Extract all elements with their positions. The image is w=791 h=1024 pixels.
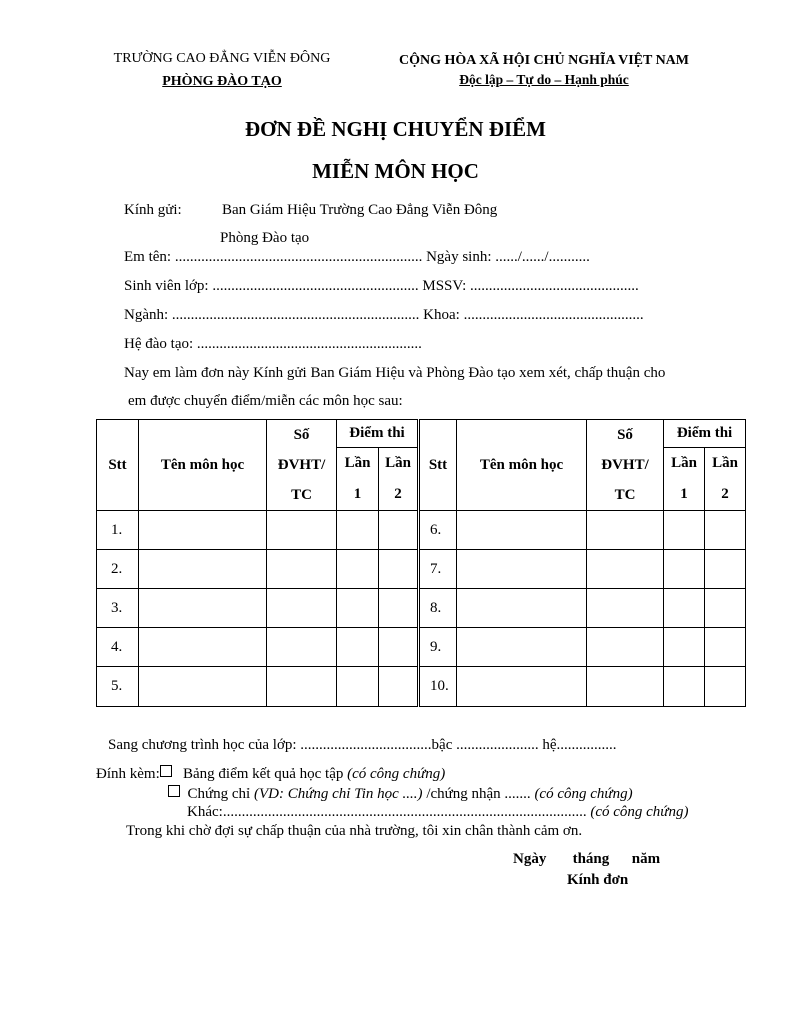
score-cell[interactable] (379, 511, 419, 550)
credits-cell[interactable] (587, 628, 664, 667)
subject-cell[interactable] (139, 511, 267, 550)
form-title-line-1: ĐƠN ĐỀ NGHỊ CHUYỂN ĐIỂM (244, 117, 546, 141)
header-stt-left: Stt (97, 420, 139, 511)
subject-cell[interactable] (457, 550, 587, 589)
row-number: 9. (419, 628, 457, 667)
closing-statement: Trong khi chờ đợi sự chấp thuận của nhà trường, tôi xin chân thành cảm ơn. (126, 823, 583, 839)
credits-cell[interactable] (267, 667, 337, 707)
attempt-1-left-b: 1 (337, 478, 379, 510)
header-score-right: Điểm thi (664, 420, 746, 448)
attachments-label: Đính kèm: (96, 766, 160, 782)
credits-cell[interactable] (267, 550, 337, 589)
subject-cell[interactable] (139, 628, 267, 667)
subject-cell[interactable] (457, 589, 587, 628)
score-cell[interactable] (379, 628, 419, 667)
credits-cell[interactable] (587, 667, 664, 707)
subjects-table (96, 419, 746, 707)
score-cell[interactable] (337, 628, 379, 667)
nation-title: CỘNG HÒA XÃ HỘI CHỦ NGHĨA VIỆT NAM (398, 53, 689, 68)
row-number: 2. (97, 550, 139, 589)
header-subject-right: Tên môn học (457, 420, 587, 511)
credits-label-1: Số (293, 427, 310, 443)
score-cell[interactable] (705, 667, 746, 707)
credits-cell[interactable] (587, 589, 664, 628)
checkbox-transcript[interactable] (160, 765, 172, 777)
attachment-2-note-1: (VD: Chứng chỉ Tin học ....) (253, 786, 423, 802)
attachment-2-mid: /chứng nhận ....... (422, 786, 535, 802)
attachment-item-2 (168, 785, 633, 803)
attachment-item-1 (96, 765, 445, 783)
row-number: 6. (419, 511, 457, 550)
header-stt-right: Stt (419, 420, 457, 511)
table-row (97, 667, 746, 707)
score-cell[interactable] (705, 511, 746, 550)
class-field-line[interactable]: Sinh viên lớp: ....................................................... MSSV: ............................................. (124, 278, 639, 294)
credits-label-3: TC (291, 487, 312, 503)
attachment-2-text: Chứng chỉ (187, 786, 254, 802)
credits-label-3: TC (614, 487, 636, 503)
subject-cell[interactable] (457, 667, 587, 707)
row-number: 1. (97, 511, 139, 550)
score-cell[interactable] (664, 589, 705, 628)
recipient-board: Ban Giám Hiệu Trường Cao Đẳng Viễn Đông (222, 202, 498, 218)
row-number: 4. (97, 628, 139, 667)
header-score-left: Điểm thi (337, 420, 419, 448)
row-number: 7. (419, 550, 457, 589)
row-number: 3. (97, 589, 139, 628)
credits-label-1: Số (617, 427, 633, 443)
header-subject-left: Tên môn học (139, 420, 267, 511)
training-system-field-line[interactable]: Hệ đào tạo: ............................................................ (124, 336, 422, 352)
score-cell[interactable] (379, 667, 419, 707)
subject-cell[interactable] (139, 550, 267, 589)
major-field-line[interactable]: Ngành: .................................................................. Khoa: ................................................ (124, 307, 644, 323)
motto: Độc lập – Tự do – Hạnh phúc (459, 72, 629, 87)
attempt-2-left-a: Lần (379, 448, 419, 478)
signature-label: Kính đơn (567, 872, 629, 888)
table-row (97, 589, 746, 628)
header-credits-right (587, 420, 664, 511)
attempt-2-left-b: 2 (379, 478, 419, 510)
score-cell[interactable] (337, 589, 379, 628)
score-cell[interactable] (664, 667, 705, 707)
score-cell[interactable] (379, 550, 419, 589)
table-row (97, 550, 746, 589)
score-cell[interactable] (705, 550, 746, 589)
credits-cell[interactable] (267, 628, 337, 667)
subject-cell[interactable] (457, 511, 587, 550)
attachment-2-note-2: (có công chứng) (534, 786, 633, 802)
score-cell[interactable] (705, 628, 746, 667)
recipient-label: Kính gửi: (124, 202, 182, 218)
department-name: PHÒNG ĐÀO TẠO (162, 74, 282, 89)
attempt-1-right-b: 1 (664, 478, 705, 510)
credits-label-2: ĐVHT/ (601, 457, 649, 473)
attachment-other-text[interactable]: Khác:................................................................................................. (187, 804, 591, 820)
credits-cell[interactable] (587, 550, 664, 589)
attempt-1-left-a: Lần (337, 448, 379, 478)
table-row (97, 511, 746, 550)
form-title-line-2: MIỄN MÔN HỌC (312, 159, 479, 183)
request-line-1: Nay em làm đơn này Kính gửi Ban Giám Hiệu và Phòng Đào tạo xem xét, chấp thuận cho (124, 365, 666, 381)
attachment-other (187, 804, 688, 821)
attempt-2-right-a: Lần (705, 448, 746, 478)
signature-date: Ngày tháng năm (513, 851, 661, 867)
row-number: 5. (97, 667, 139, 707)
credits-cell[interactable] (267, 511, 337, 550)
attachment-other-note: (có công chứng) (590, 804, 689, 820)
score-cell[interactable] (337, 550, 379, 589)
score-cell[interactable] (664, 628, 705, 667)
attachment-1-note: (có công chứng) (347, 766, 446, 782)
row-number: 8. (419, 589, 457, 628)
score-cell[interactable] (337, 511, 379, 550)
request-line-2: em được chuyển điểm/miễn các môn học sau: (128, 393, 403, 409)
checkbox-certificate[interactable] (168, 785, 180, 797)
score-cell[interactable] (664, 511, 705, 550)
credits-cell[interactable] (267, 589, 337, 628)
school-name: TRƯỜNG CAO ĐẲNG VIỄN ĐÔNG (113, 51, 331, 66)
header-credits-left (267, 420, 337, 511)
transfer-program-line[interactable]: Sang chương trình học của lớp: ...................................bậc ...................... hệ................ (108, 737, 617, 753)
credits-label-2: ĐVHT/ (277, 457, 326, 473)
subject-cell[interactable] (139, 667, 267, 707)
row-number: 10. (419, 667, 457, 707)
score-cell[interactable] (379, 589, 419, 628)
subject-cell[interactable] (457, 628, 587, 667)
subject-cell[interactable] (139, 589, 267, 628)
attempt-1-right-a: Lần (664, 448, 705, 478)
attachment-1-text: Bảng điểm kết quả học tập (183, 766, 348, 782)
score-cell[interactable] (664, 550, 705, 589)
attempt-2-right-b: 2 (705, 478, 746, 510)
credits-cell[interactable] (587, 511, 664, 550)
score-cell[interactable] (337, 667, 379, 707)
name-field-line[interactable]: Em tên: .................................................................. Ngày sinh: ....../....../........... (124, 249, 590, 265)
score-cell[interactable] (705, 589, 746, 628)
recipient-office: Phòng Đào tạo (220, 230, 310, 246)
table-row (97, 628, 746, 667)
